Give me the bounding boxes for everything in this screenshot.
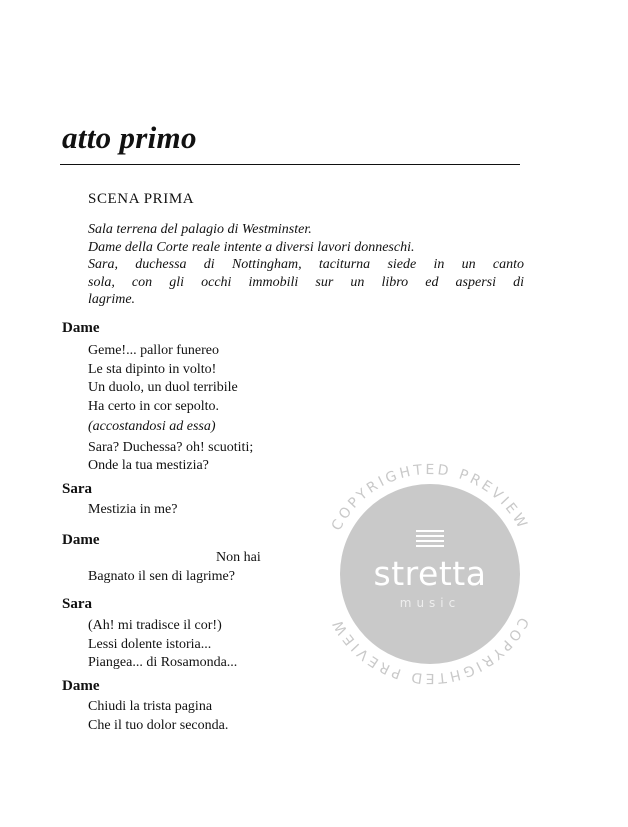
verse-line: Lessi dolente istoria... <box>88 636 212 652</box>
speaker-name: Dame <box>62 678 100 694</box>
watermark-lines-icon <box>416 530 444 550</box>
stage-line: Sara, duchessa di Nottingham, taciturna siede in un canto <box>88 257 524 272</box>
stage-line: Sala terrena del palagio di Westminster. <box>88 222 312 237</box>
verse-line: Le sta dipinto in volto! <box>88 361 217 377</box>
copyright-watermark <box>314 458 546 690</box>
stage-line: sola, con gli occhi immobili sur un libro ed aspersi di <box>88 274 524 290</box>
verse-line: Piangea... di Rosamonda... <box>88 655 238 670</box>
verse-line: Non hai <box>216 550 261 565</box>
verse-block <box>88 617 237 673</box>
verse-line: Onde la tua mestizia? <box>88 458 209 473</box>
watermark-brand: stretta <box>373 554 487 593</box>
stage-line: lagrime. <box>88 292 136 307</box>
verse-line: Ha certo in cor sepolto. <box>88 398 220 414</box>
speaker-name: Dame <box>62 532 100 548</box>
svg-text:COPYRIGHTED PREVIEW: COPYRIGHTED PREVIEW <box>328 614 532 687</box>
verse-block <box>88 698 228 735</box>
act-title: atto primo <box>62 120 197 155</box>
verse-line: Geme!... pallor funereo <box>88 343 219 358</box>
verse-block <box>88 342 253 476</box>
verse-line: Chiudi la trista pagina <box>88 699 213 714</box>
speaker-name: Sara <box>62 596 92 612</box>
verse-block <box>88 549 261 586</box>
verse-line: Mestizia in me? <box>88 502 178 517</box>
scene-title: SCENA PRIMA <box>88 191 195 207</box>
stage-aside: (accostandosi ad essa) <box>88 419 216 434</box>
speaker-name: Dame <box>62 320 100 336</box>
speaker-name: Sara <box>62 481 92 497</box>
verse-line: Un duolo, un duol terribile <box>88 380 238 395</box>
verse-line: Che il tuo dolor seconda. <box>88 717 229 733</box>
title-rule <box>60 164 520 165</box>
verse-line: (Ah! mi tradisce il cor!) <box>88 618 222 633</box>
verse-block <box>88 501 177 520</box>
watermark-sub: music <box>399 596 461 610</box>
stage-line: Dame della Corte reale intente a diversi lavori donneschi. <box>88 239 415 255</box>
verse-line: Sara? Duchessa? oh! scuotiti; <box>88 439 254 455</box>
stage-directions <box>88 221 524 309</box>
svg-text:COPYRIGHTED PREVIEW: COPYRIGHTED PREVIEW <box>328 461 532 534</box>
verse-line: Bagnato il sen di lagrime? <box>88 568 235 584</box>
